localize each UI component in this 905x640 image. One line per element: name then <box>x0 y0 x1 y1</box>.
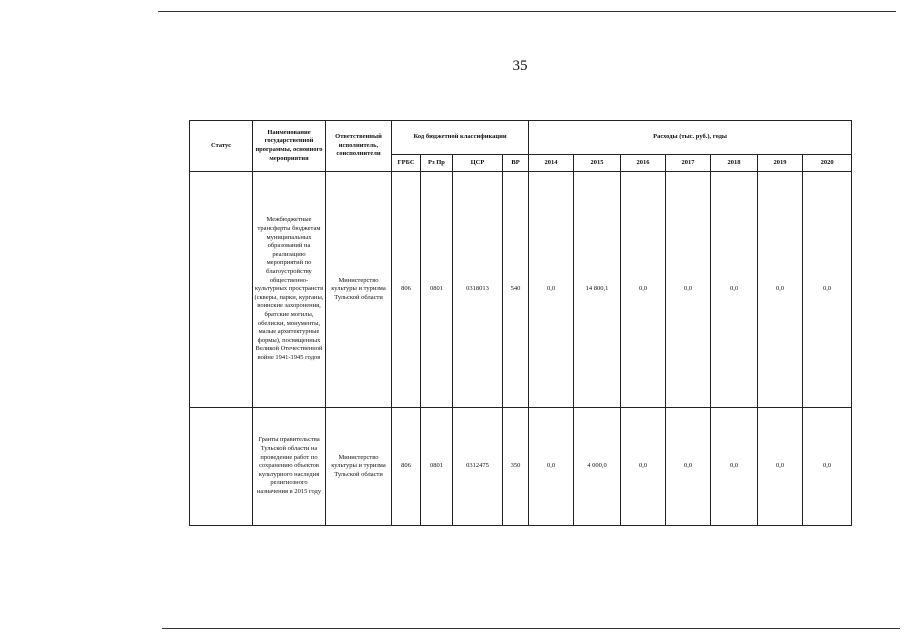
table-row <box>190 408 852 526</box>
top-rule <box>158 11 896 12</box>
cell-value: 0,0 <box>711 408 758 526</box>
header-expenses: Расходы (тыс. руб.), годы <box>529 121 852 155</box>
header-year: 2016 <box>621 155 666 172</box>
cell-value: 0,0 <box>666 172 711 408</box>
cell-value: 0,0 <box>621 408 666 526</box>
header-budget-code: Код бюджетной классификации <box>392 121 529 155</box>
cell-status <box>190 408 253 526</box>
cell-rzpr: 0801 <box>421 408 453 526</box>
cell-value: 0,0 <box>803 172 852 408</box>
header-year: 2015 <box>574 155 621 172</box>
cell-value: 0,0 <box>758 408 803 526</box>
cell-csr: 0318013 <box>453 172 503 408</box>
cell-value: 0,0 <box>529 172 574 408</box>
header-vr: ВР <box>503 155 529 172</box>
header-grbs: ГРБС <box>392 155 421 172</box>
header-executor: Ответственный исполнитель, соисполнители <box>326 121 392 172</box>
cell-value: 0,0 <box>758 172 803 408</box>
cell-value: 0,0 <box>803 408 852 526</box>
header-year: 2019 <box>758 155 803 172</box>
cell-value: 14 800,1 <box>574 172 621 408</box>
cell-value: 0,0 <box>621 172 666 408</box>
cell-value: 0,0 <box>529 408 574 526</box>
header-program-name: Наименование государственной программы, основного мероприятия <box>253 121 326 172</box>
header-csr: ЦСР <box>453 155 503 172</box>
header-status: Статус <box>190 121 253 172</box>
header-rzpr: Рз Пр <box>421 155 453 172</box>
cell-grbs: 806 <box>392 408 421 526</box>
cell-value: 0,0 <box>711 172 758 408</box>
header-year: 2018 <box>711 155 758 172</box>
budget-table <box>189 120 852 526</box>
cell-value: 4 000,0 <box>574 408 621 526</box>
cell-executor: Министерство культуры и туризма Тульской области <box>326 408 392 526</box>
cell-value: 0,0 <box>666 408 711 526</box>
cell-status <box>190 172 253 408</box>
cell-rzpr: 0801 <box>421 172 453 408</box>
header-row <box>190 121 852 155</box>
header-year: 2014 <box>529 155 574 172</box>
cell-executor: Министерство культуры и туризма Тульской области <box>326 172 392 408</box>
cell-csr: 0312475 <box>453 408 503 526</box>
header-year: 2017 <box>666 155 711 172</box>
cell-program-name: Межбюджетные трансферты бюджетам муниципальных образований на реализацию мероприятий по благоустройству общественно-культурных пространств (скверы, парки, курганы, воинские захоронения, братские могилы, обелиски, монументы, малые архитектурные формы), посвященных Великой Отечественной войне 1941-1945 годов <box>253 172 326 408</box>
cell-vr: 540 <box>503 172 529 408</box>
cell-vr: 350 <box>503 408 529 526</box>
cell-grbs: 806 <box>392 172 421 408</box>
bottom-rule <box>162 628 900 629</box>
page-number: 35 <box>512 58 528 74</box>
header-year: 2020 <box>803 155 852 172</box>
cell-program-name: Гранты правительства Тульской области на проведение работ по сохранению объектов культурного наследия религиозного назначения в 2015 году <box>253 408 326 526</box>
table-row <box>190 172 852 408</box>
